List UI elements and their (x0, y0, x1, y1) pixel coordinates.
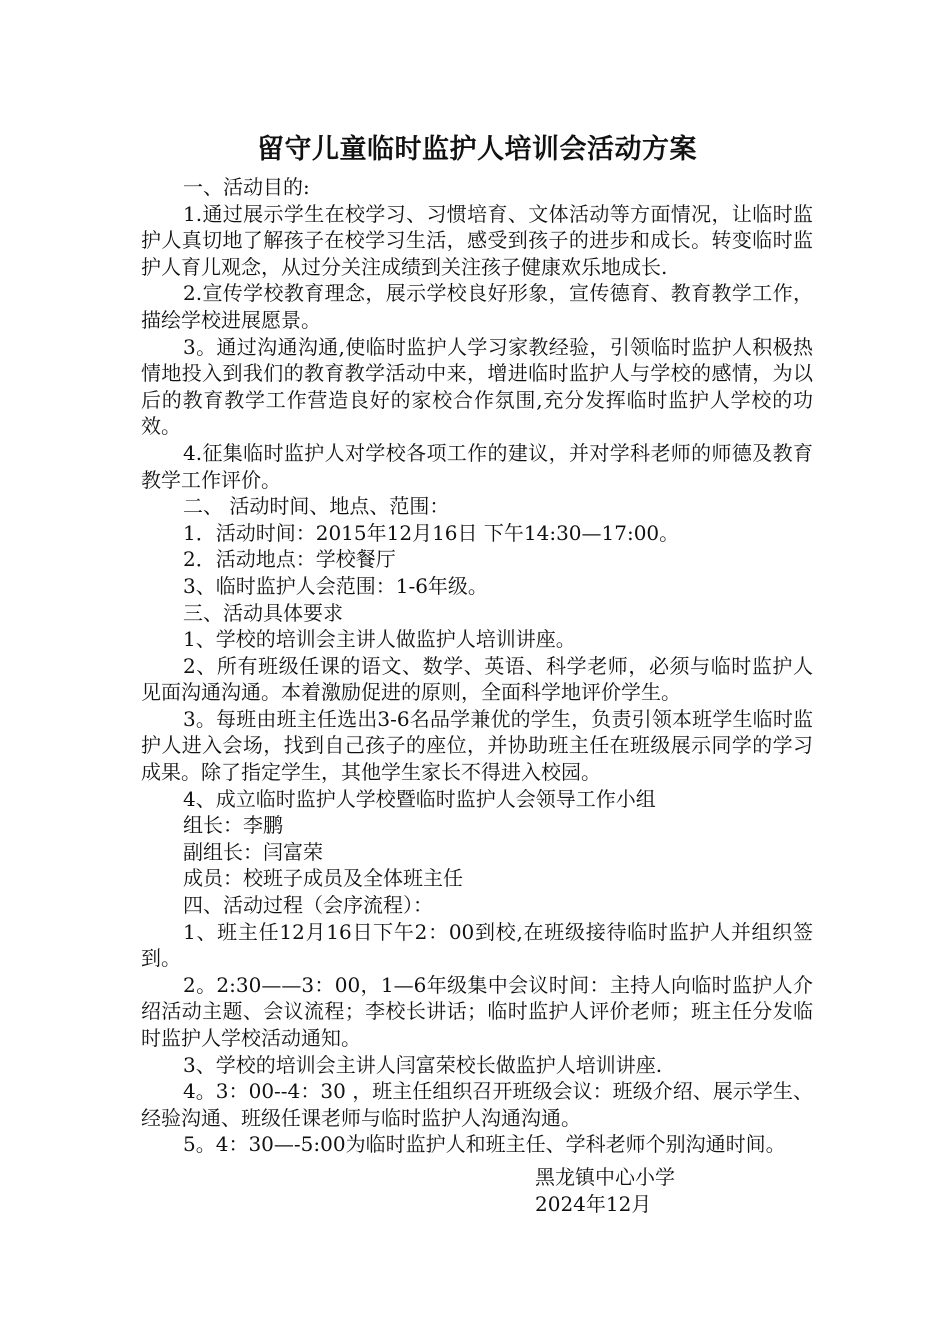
team-leader: 组长：李鹏 (183, 813, 283, 838)
paragraph: 5。4：30—-5:00为临时监护人和班主任、学科老师个别沟通时间。 (183, 1132, 786, 1157)
document-page (141, 128, 813, 1217)
signature-date: 2024年12月 (535, 1191, 652, 1216)
paragraph: 1．活动时间：2015年12月16日 下午14:30—17:00。 (183, 520, 680, 545)
section-heading-time-place: 二、 活动时间、地点、范围： (183, 494, 450, 519)
paragraph: 4。3：00--4：30 ，班主任组织召开班级会议：班级介绍、展示学生、经验沟通、班级任课老师与临时监护人沟通沟通。 (141, 1079, 813, 1130)
signature-block (141, 1164, 813, 1217)
signature-school: 黑龙镇中心小学 (535, 1164, 675, 1189)
paragraph: 3。通过沟通沟通,使临时监护人学习家教经验，引领临时监护人积极热情地投入到我们的教育教学活动中来，增进临时监护人与学校的感情，为以后的教育教学工作营造良好的家校合作氛围,充分发挥临时监护人学校的功效。 (141, 334, 813, 439)
section-heading-purpose: 一、活动目的: (183, 175, 310, 199)
paragraph: 3。每班由班主任选出3-6名品学兼优的学生，负责引领本班学生临时监护人进入会场，找到自己孩子的座位，并协助班主任在班级展示同学的学习成果。除了指定学生，其他学生家长不得进入校园。 (141, 706, 813, 785)
paragraph: 3、临时监护人会范围：1-6年级。 (183, 573, 488, 598)
paragraph: 4.征集临时监护人对学校各项工作的建议，并对学科老师的师德及教育教学工作评价。 (141, 440, 813, 492)
document-title: 留守儿童临时监护人培训会活动方案 (257, 134, 697, 165)
paragraph: 2、所有班级任课的语文、数学、英语、科学老师，必须与临时监护人见面沟通沟通。本着激励促进的原则，全面科学地评价学生。 (141, 653, 813, 705)
paragraph: 2。2:30——3：00，1—6年级集中会议时间：主持人向临时监护人介绍活动主题、会议流程；李校长讲话；临时监护人评价老师；班主任分发临时监护人学校活动通知。 (141, 972, 813, 1050)
paragraph: 2.宣传学校教育理念，展示学校良好形象，宣传德育、教育教学工作，描绘学校进展愿景。 (141, 281, 813, 332)
team-members: 成员：校班子成员及全体班主任 (183, 866, 463, 891)
paragraph: 1、学校的培训会主讲人做监护人培训讲座。 (183, 627, 576, 652)
paragraph: 4、成立临时监护人学校暨临时监护人会领导工作小组 (183, 786, 656, 811)
team-vice-leader: 副组长：闫富荣 (183, 839, 323, 864)
paragraph: 2．活动地点：学校餐厅 (183, 547, 396, 572)
section-heading-requirements: 三、活动具体要求 (183, 600, 343, 625)
paragraph: 1、班主任12月16日下午2：00到校,在班级接待临时监护人并组织签到。 (141, 919, 813, 971)
section-heading-process: 四、活动过程（会序流程）： (183, 893, 433, 918)
paragraph: 3、学校的培训会主讲人闫富荣校长做监护人培训讲座. (183, 1052, 663, 1077)
paragraph: 1.通过展示学生在校学习、习惯培育、文体活动等方面情况，让临时监护人真切地了解孩子在校学习生活，感受到孩子的进步和成长。转变临时监护人育儿观念，从过分关注成绩到关注孩子健康欢乐地成长. (141, 201, 813, 279)
